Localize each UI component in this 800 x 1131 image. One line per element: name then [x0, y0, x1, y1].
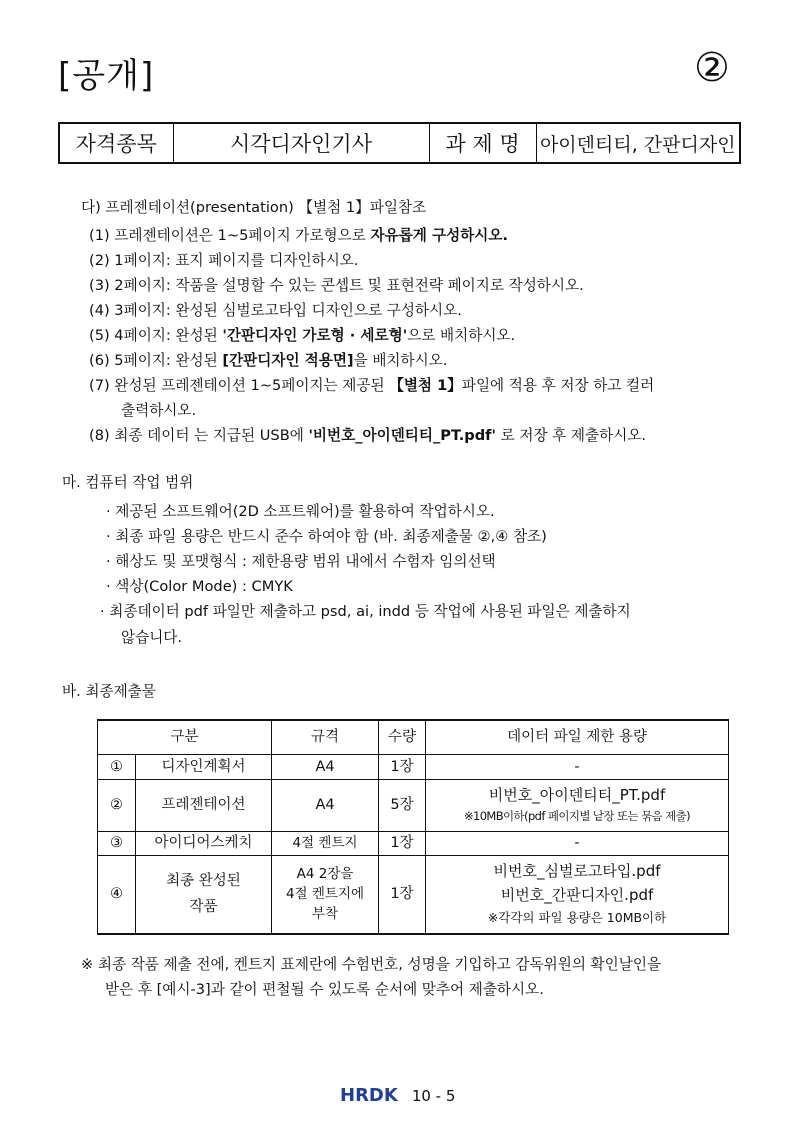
col-header-category: 구분: [98, 720, 272, 754]
table-row: [98, 754, 729, 779]
row-qty: 1장: [379, 831, 426, 855]
row-name: [136, 855, 272, 934]
presentation-item: (1) 프레젠테이션은 1~5페이지 가로형으로 자유롭게 구성하시오.: [89, 227, 509, 244]
header-label-task: 과 제 명: [429, 123, 536, 163]
row-number: ③: [98, 831, 136, 855]
file-note: ※각각의 파일 용량은 10MB이하: [487, 910, 667, 926]
row-spec: A4: [272, 754, 379, 779]
row-spec-line: 4절 켄트지에: [285, 886, 365, 903]
row-name: 아이디어스케치: [136, 831, 272, 855]
header-value-category: 시각디자인기사: [173, 123, 429, 163]
header-label-category: 자격종목: [59, 123, 173, 163]
disclosure-tag: [공개]: [58, 56, 155, 96]
table-row: [98, 855, 729, 934]
row-qty: 5장: [379, 779, 426, 831]
row-name: 프레젠테이션: [136, 779, 272, 831]
row-spec-line: A4 2장을: [296, 866, 354, 883]
file-name: 비번호_심벌로고타입.pdf: [493, 862, 661, 881]
scope-item: · 색상(Color Mode) : CMYK: [106, 578, 293, 595]
scope-heading: 마. 컴퓨터 작업 범위: [62, 474, 194, 491]
row-qty: 1장: [379, 754, 426, 779]
row-qty: 1장: [379, 855, 426, 934]
page-footer: [340, 1085, 455, 1106]
col-header-spec: 규격: [272, 720, 379, 754]
presentation-item: (4) 3페이지: 완성된 심벌로고타입 디자인으로 구성하시오.: [89, 302, 462, 319]
col-header-file-limit: 데이터 파일 제한 용량: [426, 720, 729, 754]
row-spec: [272, 855, 379, 934]
row-spec: A4: [272, 779, 379, 831]
row-file: [426, 855, 729, 934]
presentation-item: (2) 1페이지: 표지 페이지를 디자인하시오.: [89, 252, 359, 269]
scope-item: · 해상도 및 포맷형식 : 제한용량 범위 내에서 수험자 임의선택: [106, 553, 496, 570]
row-spec: 4절 켄트지: [272, 831, 379, 855]
page-number: 10 - 5: [411, 1086, 456, 1105]
final-heading: 바. 최종제출물: [62, 683, 156, 700]
header-table: [58, 122, 741, 164]
row-spec-line: 부착: [311, 906, 339, 923]
page-marker: ②: [694, 45, 730, 91]
row-file: -: [426, 754, 729, 779]
row-file: [426, 779, 729, 831]
table-row: [98, 831, 729, 855]
presentation-item: (7) 완성된 프레젠테이션 1~5페이지는 제공된 【별첨 1】파일에 적용 후 저장 하고 컬러: [89, 377, 655, 394]
header-value-task: 아이덴티티, 간판디자인: [536, 123, 740, 163]
presentation-heading: 다) 프레젠테이션(presentation) 【별첨 1】파일참조: [81, 199, 427, 216]
table-row: [98, 779, 729, 831]
row-number: ②: [98, 779, 136, 831]
presentation-item: (5) 4페이지: 완성된 '간판디자인 가로형 · 세로형'으로 배치하시오.: [89, 327, 516, 344]
presentation-item-cont: 출력하시오.: [121, 402, 197, 419]
row-name-line: 작품: [189, 899, 218, 916]
row-name: 디자인계획서: [136, 754, 272, 779]
presentation-item: (3) 2페이지: 작품을 설명할 수 있는 콘셉트 및 표현전략 페이지로 작성하시오.: [89, 277, 584, 294]
scope-item: · 제공된 소프트웨어(2D 소프트웨어)를 활용하여 작업하시오.: [106, 503, 495, 520]
file-note: ※10MB이하(pdf 페이지별 낱장 또는 묶음 제출): [463, 809, 691, 823]
row-number: ①: [98, 754, 136, 779]
col-header-qty: 수량: [379, 720, 426, 754]
row-name-line: 최종 완성된: [166, 873, 241, 890]
file-name: 비번호_간판디자인.pdf: [500, 886, 654, 905]
file-name: 비번호_아이덴티티_PT.pdf: [488, 786, 666, 804]
scope-item: · 최종데이터 pdf 파일만 제출하고 psd, ai, indd 등 작업에 사용된 파일은 제출하지: [100, 603, 631, 620]
row-file: -: [426, 831, 729, 855]
scope-item-cont: 않습니다.: [121, 629, 183, 646]
final-note-line1: ※ 최종 작품 제출 전에, 켄트지 표제란에 수험번호, 성명을 기입하고 감독위원의 확인날인을: [81, 956, 662, 973]
scope-item: · 최종 파일 용량은 반드시 준수 하여야 함 (바. 최종제출물 ②,④ 참조): [106, 528, 547, 545]
final-submission-table: [97, 719, 729, 935]
presentation-item: (6) 5페이지: 완성된 [간판디자인 적용면]을 배치하시오.: [89, 352, 448, 369]
final-note-line2: 받은 후 [예시-3]과 같이 편철될 수 있도록 순서에 맞추어 제출하시오.: [105, 981, 544, 998]
presentation-item: (8) 최종 데이터 는 지급된 USB에 '비번호_아이덴티티_PT.pdf' 로 저장 후 제출하시오.: [89, 427, 647, 444]
hrdk-logo: HRDK: [340, 1085, 398, 1106]
row-number: ④: [98, 855, 136, 934]
